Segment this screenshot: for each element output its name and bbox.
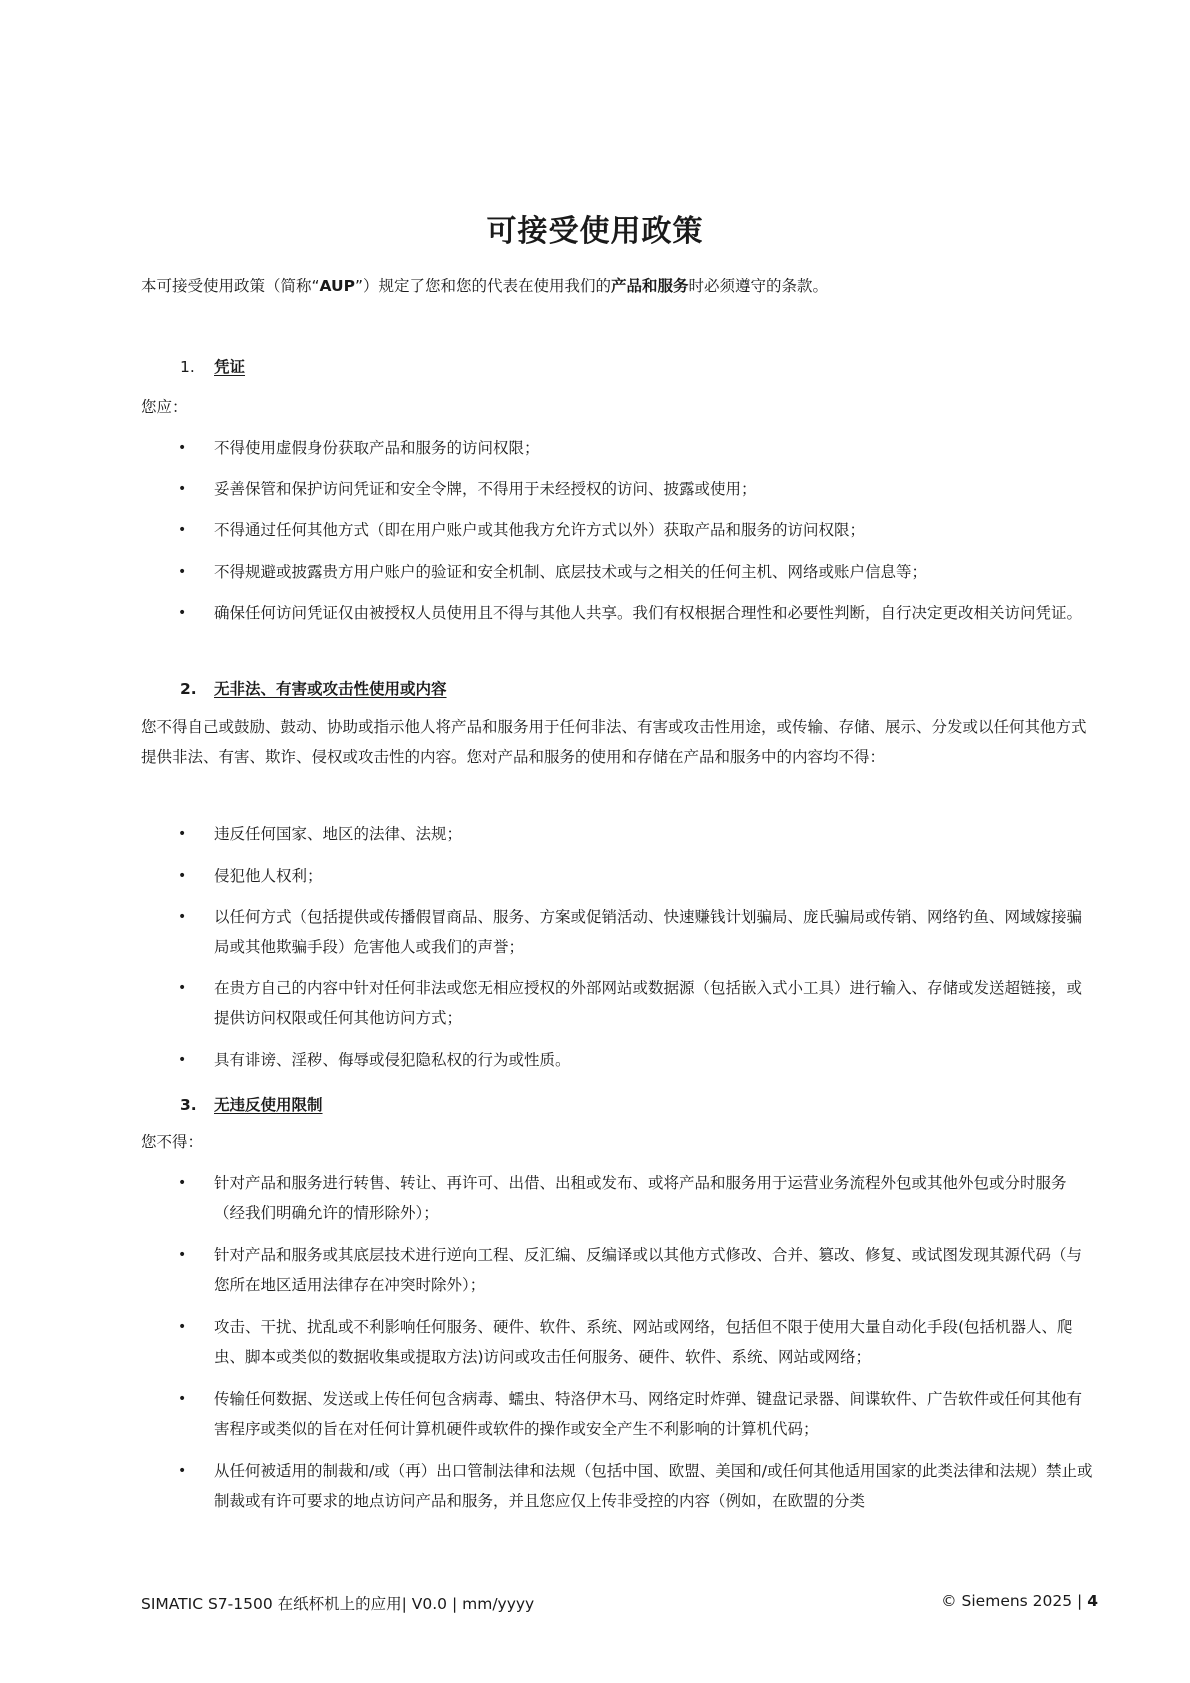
bullet-icon: • (178, 481, 187, 497)
bullet-icon: • (178, 909, 187, 925)
section-number: 1. (180, 358, 195, 376)
bullet-icon: • (178, 1052, 187, 1068)
list-item: • 针对产品和服务或其底层技术进行逆向工程、反汇编、反编译或以其他方式修改、合并、篡改、修复、或试图发现其源代码（与您所在地区适用法律存在冲突时除外）； (178, 1240, 1108, 1300)
intro-suffix: 时必须遵守的条款。 (688, 277, 829, 295)
intro-paragraph (141, 274, 828, 296)
section-title: 凭证 (214, 358, 246, 376)
bullet-icon: • (178, 605, 187, 621)
footer-copyright (941, 1592, 1098, 1610)
section-title: 无违反使用限制 (214, 1096, 323, 1114)
list-item: • 妥善保管和保护访问凭证和安全令牌，不得用于未经授权的访问、披露或使用； (178, 474, 1108, 504)
intro-prefix: 本可接受使用政策（简称“ (141, 277, 320, 295)
intro-middle: ”）规定了您和您的代表在使用我们的 (355, 277, 612, 295)
section-lead: 您应： (141, 398, 188, 416)
footer-document-info: SIMATIC S7-1500 在纸杯机上的应用| V0.0 | mm/yyyy (141, 1595, 535, 1613)
page-title: 可接受使用政策 (486, 214, 704, 249)
section-heading-2 (180, 677, 447, 699)
intro-aup: AUP (319, 277, 355, 295)
section-title: 无非法、有害或攻击性使用或内容 (214, 680, 447, 698)
bullet-icon: • (178, 440, 187, 456)
list-item: • 传输任何数据、发送或上传任何包含病毒、蠕虫、特洛伊木马、网络定时炸弹、键盘记录器、间谍软件、广告软件或任何其他有害程序或类似的旨在对任何计算机硬件或软件的操作或安全产生不利影响的计算机代码； (178, 1384, 1108, 1444)
bullet-icon: • (178, 1247, 187, 1263)
list-item: • 不得通过任何其他方式（即在用户账户或其他我方允许方式以外）获取产品和服务的访问权限； (178, 515, 1108, 545)
bullet-icon: • (178, 868, 187, 884)
section-lead: 您不得自己或鼓励、鼓动、协助或指示他人将产品和服务用于任何非法、有害或攻击性用途，或传输、存储、展示、分发或以任何其他方式提供非法、有害、欺诈、侵权或攻击性的内容。您对产品和服务的使用和存储在产品和服务中的内容均不得： (141, 718, 1087, 766)
list-item: • 从任何被适用的制裁和/或（再）出口管制法律和法规（包括中国、欧盟、美国和/或任何其他适用国家的此类法律和法规）禁止或制裁或有许可要求的地点访问产品和服务，并且您应仅上传非受控的内容（例如，在欧盟的分类 (178, 1456, 1108, 1516)
list-item: • 在贵方自己的内容中针对任何非法或您无相应授权的外部网站或数据源（包括嵌入式小工具）进行输入、存储或发送超链接，或提供访问权限或任何其他访问方式； (178, 973, 1108, 1033)
list-item: • 侵犯他人权利； (178, 861, 1108, 891)
bullet-icon: • (178, 1463, 187, 1479)
section-heading-3 (180, 1093, 323, 1115)
bullet-icon: • (178, 826, 187, 842)
section-heading-1 (180, 355, 245, 377)
list-item: • 不得规避或披露贵方用户账户的验证和安全机制、底层技术或与之相关的任何主机、网络或账户信息等； (178, 557, 1108, 587)
list-item: • 以任何方式（包括提供或传播假冒商品、服务、方案或促销活动、快速赚钱计划骗局、庞氏骗局或传销、网络钓鱼、网域嫁接骗局或其他欺骗手段）危害他人或我们的声誉； (178, 902, 1108, 962)
bullet-icon: • (178, 1319, 187, 1335)
intro-bold: 产品和服务 (611, 277, 689, 295)
section-lead: 您不得： (141, 1133, 204, 1151)
list-item: • 具有诽谤、淫秽、侮辱或侵犯隐私权的行为或性质。 (178, 1045, 1108, 1075)
list-item: • 不得使用虚假身份获取产品和服务的访问权限； (178, 433, 1108, 463)
bullet-icon: • (178, 1391, 187, 1407)
copyright-text: © Siemens 2025 | (941, 1592, 1088, 1610)
bullet-icon: • (178, 522, 187, 538)
list-item: • 攻击、干扰、扰乱或不利影响任何服务、硬件、软件、系统、网站或网络，包括但不限于使用大量自动化手段(包括机器人、爬虫、脚本或类似的数据收集或提取方法)访问或攻击任何服务、硬件、软件、系统、网站或网络； (178, 1312, 1108, 1372)
page-number: 4 (1087, 1592, 1098, 1610)
bullet-icon: • (178, 564, 187, 580)
list-item: • 确保任何访问凭证仅由被授权人员使用且不得与其他人共享。我们有权根据合理性和必要性判断，自行决定更改相关访问凭证。 (178, 598, 1108, 628)
bullet-icon: • (178, 1175, 187, 1191)
bullet-icon: • (178, 980, 187, 996)
section-number: 3. (180, 1096, 197, 1114)
list-item: • 针对产品和服务进行转售、转让、再许可、出借、出租或发布、或将产品和服务用于运营业务流程外包或其他外包或分时服务（经我们明确允许的情形除外）； (178, 1168, 1108, 1228)
section-number: 2. (180, 680, 197, 698)
list-item: • 违反任何国家、地区的法律、法规； (178, 819, 1108, 849)
